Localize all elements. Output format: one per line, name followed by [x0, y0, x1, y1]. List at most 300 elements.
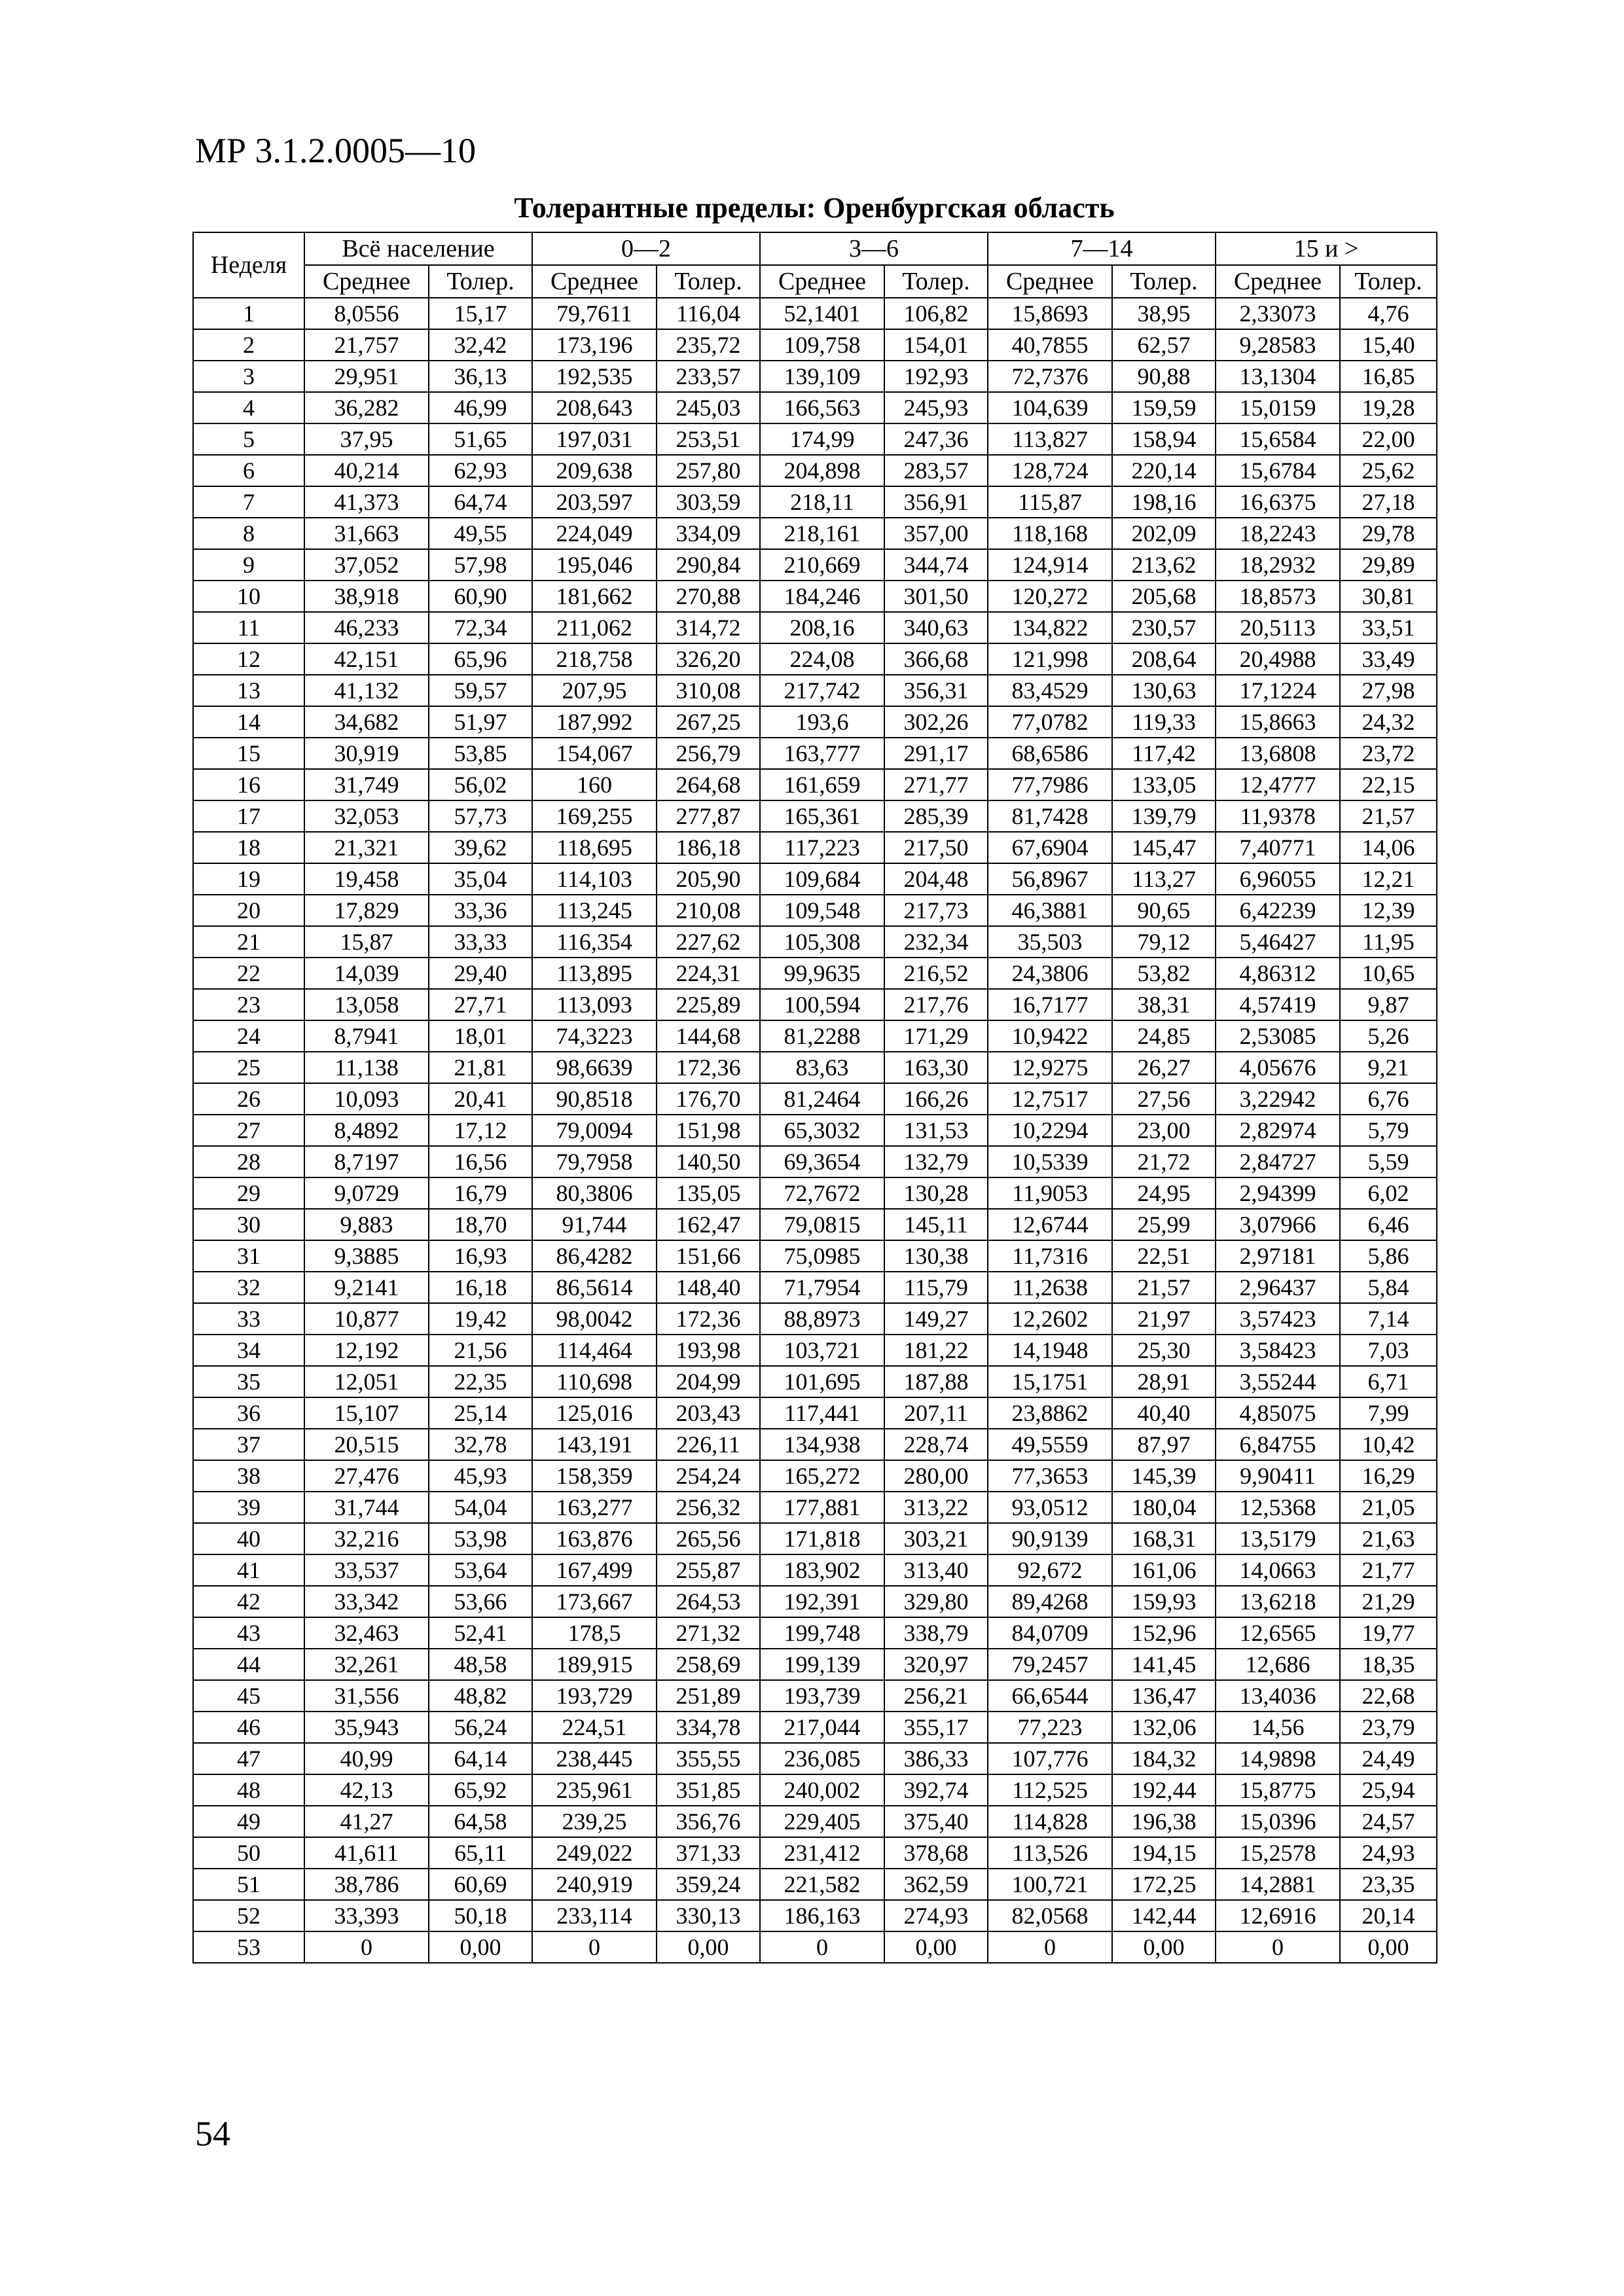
cell-age-15-plus-tol: 5,26 — [1340, 1020, 1437, 1052]
cell-age-7-14-mean: 12,7517 — [988, 1083, 1112, 1115]
cell-all-tol: 64,74 — [429, 486, 532, 518]
cell-week: 14 — [193, 706, 304, 738]
cell-age-7-14-mean: 72,7376 — [988, 361, 1112, 392]
cell-age-3-6-mean: 193,739 — [760, 1680, 884, 1712]
cell-age-0-2-mean: 178,5 — [532, 1617, 657, 1649]
cell-age-0-2-mean: 224,51 — [532, 1712, 657, 1743]
cell-age-15-plus-tol: 11,95 — [1340, 926, 1437, 958]
cell-age-0-2-tol: 193,98 — [657, 1335, 760, 1366]
cell-age-7-14-tol: 22,51 — [1112, 1240, 1216, 1272]
cell-age-15-plus-tol: 5,59 — [1340, 1146, 1437, 1177]
cell-age-3-6-tol: 392,74 — [884, 1774, 988, 1806]
cell-age-0-2-tol: 135,05 — [657, 1177, 760, 1209]
cell-age-15-plus-mean: 15,8663 — [1216, 706, 1340, 738]
cell-age-3-6-tol: 283,57 — [884, 455, 988, 486]
cell-all-mean: 30,919 — [304, 738, 429, 769]
cell-age-15-plus-tol: 16,29 — [1340, 1460, 1437, 1492]
cell-age-3-6-mean: 171,818 — [760, 1523, 884, 1554]
cell-week: 20 — [193, 895, 304, 926]
cell-age-0-2-tol: 140,50 — [657, 1146, 760, 1177]
cell-age-15-plus-mean: 4,85075 — [1216, 1397, 1340, 1429]
cell-age-0-2-mean: 79,7611 — [532, 298, 657, 329]
cell-age-3-6-mean: 71,7954 — [760, 1272, 884, 1303]
cell-all-tol: 54,04 — [429, 1492, 532, 1523]
cell-all-mean: 10,877 — [304, 1303, 429, 1335]
cell-week: 24 — [193, 1020, 304, 1052]
cell-age-3-6-tol: 115,79 — [884, 1272, 988, 1303]
cell-age-3-6-mean: 83,63 — [760, 1052, 884, 1083]
cell-age-7-14-tol: 145,39 — [1112, 1460, 1216, 1492]
cell-age-3-6-tol: 357,00 — [884, 518, 988, 549]
cell-age-7-14-tol: 25,99 — [1112, 1209, 1216, 1240]
table-row — [193, 1680, 1437, 1712]
cell-all-mean: 21,757 — [304, 329, 429, 361]
cell-age-0-2-tol: 334,09 — [657, 518, 760, 549]
cell-age-7-14-tol: 136,47 — [1112, 1680, 1216, 1712]
cell-age-3-6-mean: 217,044 — [760, 1712, 884, 1743]
cell-all-mean: 21,321 — [304, 832, 429, 863]
cell-all-tol: 64,58 — [429, 1806, 532, 1837]
cell-week: 1 — [193, 298, 304, 329]
cell-age-3-6-tol: 256,21 — [884, 1680, 988, 1712]
cell-age-0-2-mean: 249,022 — [532, 1837, 657, 1869]
cell-week: 26 — [193, 1083, 304, 1115]
cell-age-0-2-mean: 209,638 — [532, 455, 657, 486]
cell-age-0-2-tol: 172,36 — [657, 1052, 760, 1083]
cell-age-15-plus-tol: 21,05 — [1340, 1492, 1437, 1523]
cell-age-7-14-tol: 0,00 — [1112, 1931, 1216, 1963]
cell-week: 27 — [193, 1115, 304, 1146]
cell-age-3-6-mean: 193,6 — [760, 706, 884, 738]
table-row — [193, 518, 1437, 549]
cell-all-tol: 65,96 — [429, 643, 532, 675]
cell-all-tol: 0,00 — [429, 1931, 532, 1963]
group-header-all: Всё население — [304, 232, 532, 265]
cell-age-3-6-tol: 245,93 — [884, 392, 988, 423]
table-row — [193, 1083, 1437, 1115]
cell-all-tol: 53,98 — [429, 1523, 532, 1554]
cell-age-7-14-mean: 115,87 — [988, 486, 1112, 518]
cell-age-15-plus-mean: 18,2932 — [1216, 549, 1340, 581]
cell-age-0-2-mean: 113,245 — [532, 895, 657, 926]
cell-age-15-plus-mean: 15,0396 — [1216, 1806, 1340, 1837]
cell-age-0-2-mean: 114,103 — [532, 863, 657, 895]
cell-week: 40 — [193, 1523, 304, 1554]
cell-age-3-6-tol: 344,74 — [884, 549, 988, 581]
cell-age-0-2-mean: 79,0094 — [532, 1115, 657, 1146]
cell-all-mean: 20,515 — [304, 1429, 429, 1460]
cell-age-0-2-mean: 113,093 — [532, 989, 657, 1020]
cell-all-tol: 65,11 — [429, 1837, 532, 1869]
table-row — [193, 926, 1437, 958]
table-row — [193, 769, 1437, 800]
table-row — [193, 392, 1437, 423]
cell-age-7-14-mean: 118,168 — [988, 518, 1112, 549]
cell-age-15-plus-mean: 3,22942 — [1216, 1083, 1340, 1115]
cell-age-15-plus-mean: 15,2578 — [1216, 1837, 1340, 1869]
cell-age-0-2-mean: 163,876 — [532, 1523, 657, 1554]
cell-age-0-2-mean: 195,046 — [532, 549, 657, 581]
table-row — [193, 958, 1437, 989]
cell-age-0-2-tol: 267,25 — [657, 706, 760, 738]
table-row — [193, 1931, 1437, 1963]
cell-all-tol: 49,55 — [429, 518, 532, 549]
cell-all-mean: 33,537 — [304, 1554, 429, 1586]
cell-age-0-2-mean: 110,698 — [532, 1366, 657, 1397]
table-row — [193, 1209, 1437, 1240]
cell-age-15-plus-tol: 6,76 — [1340, 1083, 1437, 1115]
document-code: МР 3.1.2.0005—10 — [195, 131, 477, 170]
cell-all-mean: 8,4892 — [304, 1115, 429, 1146]
cell-age-15-plus-mean: 4,86312 — [1216, 958, 1340, 989]
cell-age-0-2-tol: 310,08 — [657, 675, 760, 706]
cell-age-0-2-mean: 181,662 — [532, 581, 657, 612]
cell-age-3-6-mean: 236,085 — [760, 1743, 884, 1774]
cell-age-7-14-tol: 38,31 — [1112, 989, 1216, 1020]
cell-age-3-6-mean: 109,684 — [760, 863, 884, 895]
cell-age-0-2-tol: 265,56 — [657, 1523, 760, 1554]
cell-age-15-plus-mean: 20,5113 — [1216, 612, 1340, 643]
cell-age-15-plus-mean: 15,0159 — [1216, 392, 1340, 423]
cell-age-15-plus-mean: 13,5179 — [1216, 1523, 1340, 1554]
cell-age-0-2-tol: 271,32 — [657, 1617, 760, 1649]
cell-age-7-14-tol: 21,97 — [1112, 1303, 1216, 1335]
cell-age-0-2-tol: 204,99 — [657, 1366, 760, 1397]
cell-age-15-plus-mean: 6,96055 — [1216, 863, 1340, 895]
cell-week: 7 — [193, 486, 304, 518]
table-row — [193, 423, 1437, 455]
cell-age-0-2-tol: 264,68 — [657, 769, 760, 800]
cell-all-mean: 8,7197 — [304, 1146, 429, 1177]
cell-age-3-6-tol: 375,40 — [884, 1806, 988, 1837]
cell-age-15-plus-mean: 2,84727 — [1216, 1146, 1340, 1177]
cell-age-15-plus-tol: 27,98 — [1340, 675, 1437, 706]
cell-age-15-plus-tol: 5,79 — [1340, 1115, 1437, 1146]
cell-week: 41 — [193, 1554, 304, 1586]
cell-age-3-6-mean: 165,272 — [760, 1460, 884, 1492]
cell-age-3-6-mean: 165,361 — [760, 800, 884, 832]
cell-age-15-plus-mean: 12,6916 — [1216, 1900, 1340, 1931]
cell-age-0-2-mean: 163,277 — [532, 1492, 657, 1523]
cell-week: 33 — [193, 1303, 304, 1335]
cell-week: 3 — [193, 361, 304, 392]
cell-age-7-14-mean: 24,3806 — [988, 958, 1112, 989]
cell-all-tol: 32,42 — [429, 329, 532, 361]
cell-all-tol: 29,40 — [429, 958, 532, 989]
cell-age-7-14-mean: 15,8693 — [988, 298, 1112, 329]
cell-all-mean: 12,051 — [304, 1366, 429, 1397]
cell-all-tol: 35,04 — [429, 863, 532, 895]
cell-age-15-plus-tol: 19,28 — [1340, 392, 1437, 423]
cell-week: 13 — [193, 675, 304, 706]
cell-age-15-plus-mean: 2,33073 — [1216, 298, 1340, 329]
table-row — [193, 895, 1437, 926]
cell-age-3-6-mean: 229,405 — [760, 1806, 884, 1837]
cell-age-0-2-mean: 143,191 — [532, 1429, 657, 1460]
cell-age-15-plus-tol: 21,63 — [1340, 1523, 1437, 1554]
cell-age-3-6-tol: 187,88 — [884, 1366, 988, 1397]
subheader-mean: Среднее — [304, 265, 429, 298]
table-row — [193, 1617, 1437, 1649]
cell-age-7-14-mean: 11,9053 — [988, 1177, 1112, 1209]
cell-all-tol: 21,81 — [429, 1052, 532, 1083]
cell-age-7-14-mean: 35,503 — [988, 926, 1112, 958]
cell-age-15-plus-tol: 24,49 — [1340, 1743, 1437, 1774]
cell-age-7-14-mean: 10,5339 — [988, 1146, 1112, 1177]
cell-age-7-14-tol: 21,57 — [1112, 1272, 1216, 1303]
cell-age-3-6-tol: 274,93 — [884, 1900, 988, 1931]
cell-age-0-2-tol: 256,79 — [657, 738, 760, 769]
cell-age-7-14-mean: 11,2638 — [988, 1272, 1112, 1303]
cell-age-7-14-mean: 77,7986 — [988, 769, 1112, 800]
cell-all-tol: 39,62 — [429, 832, 532, 863]
cell-age-0-2-mean: 158,359 — [532, 1460, 657, 1492]
cell-age-3-6-mean: 105,308 — [760, 926, 884, 958]
cell-age-15-plus-tol: 23,72 — [1340, 738, 1437, 769]
cell-age-7-14-tol: 117,42 — [1112, 738, 1216, 769]
cell-all-tol: 64,14 — [429, 1743, 532, 1774]
cell-age-15-plus-mean: 13,6218 — [1216, 1586, 1340, 1617]
cell-all-mean: 11,138 — [304, 1052, 429, 1083]
cell-age-15-plus-mean: 2,96437 — [1216, 1272, 1340, 1303]
cell-all-tol: 52,41 — [429, 1617, 532, 1649]
cell-age-3-6-tol: 356,91 — [884, 486, 988, 518]
table-row — [193, 486, 1437, 518]
cell-age-3-6-tol: 362,59 — [884, 1869, 988, 1900]
cell-week: 5 — [193, 423, 304, 455]
cell-age-3-6-mean: 210,669 — [760, 549, 884, 581]
cell-age-7-14-mean: 121,998 — [988, 643, 1112, 675]
cell-age-7-14-tol: 25,30 — [1112, 1335, 1216, 1366]
cell-age-7-14-mean: 15,1751 — [988, 1366, 1112, 1397]
cell-age-0-2-tol: 356,76 — [657, 1806, 760, 1837]
table-row — [193, 1743, 1437, 1774]
cell-all-mean: 12,192 — [304, 1335, 429, 1366]
cell-age-15-plus-tol: 21,29 — [1340, 1586, 1437, 1617]
table-row — [193, 1712, 1437, 1743]
cell-all-mean: 34,682 — [304, 706, 429, 738]
cell-age-15-plus-mean: 5,46427 — [1216, 926, 1340, 958]
cell-age-7-14-mean: 89,4268 — [988, 1586, 1112, 1617]
cell-week: 17 — [193, 800, 304, 832]
cell-all-mean: 14,039 — [304, 958, 429, 989]
cell-week: 42 — [193, 1586, 304, 1617]
cell-all-mean: 41,132 — [304, 675, 429, 706]
cell-age-15-plus-mean: 0 — [1216, 1931, 1340, 1963]
table-row — [193, 1397, 1437, 1429]
cell-age-3-6-mean: 117,441 — [760, 1397, 884, 1429]
cell-age-7-14-mean: 12,9275 — [988, 1052, 1112, 1083]
cell-age-15-plus-mean: 12,5368 — [1216, 1492, 1340, 1523]
cell-age-15-plus-tol: 10,42 — [1340, 1429, 1437, 1460]
table-row — [193, 675, 1437, 706]
cell-age-3-6-mean: 99,9635 — [760, 958, 884, 989]
cell-age-7-14-mean: 113,827 — [988, 423, 1112, 455]
cell-age-0-2-tol: 255,87 — [657, 1554, 760, 1586]
cell-age-3-6-tol: 366,68 — [884, 643, 988, 675]
cell-age-0-2-mean: 192,535 — [532, 361, 657, 392]
table-row — [193, 1303, 1437, 1335]
table-row — [193, 455, 1437, 486]
cell-age-3-6-mean: 183,902 — [760, 1554, 884, 1586]
table-row — [193, 832, 1437, 863]
cell-all-tol: 60,90 — [429, 581, 532, 612]
cell-age-0-2-tol: 371,33 — [657, 1837, 760, 1869]
cell-age-0-2-mean: 113,895 — [532, 958, 657, 989]
cell-age-3-6-tol: 247,36 — [884, 423, 988, 455]
cell-age-0-2-mean: 203,597 — [532, 486, 657, 518]
cell-age-7-14-tol: 184,32 — [1112, 1743, 1216, 1774]
cell-age-0-2-tol: 254,24 — [657, 1460, 760, 1492]
cell-week: 2 — [193, 329, 304, 361]
cell-age-3-6-mean: 52,1401 — [760, 298, 884, 329]
cell-week: 34 — [193, 1335, 304, 1366]
cell-age-3-6-mean: 177,881 — [760, 1492, 884, 1523]
cell-age-7-14-tol: 40,40 — [1112, 1397, 1216, 1429]
cell-age-7-14-mean: 23,8862 — [988, 1397, 1112, 1429]
cell-age-0-2-tol: 224,31 — [657, 958, 760, 989]
cell-age-15-plus-tol: 10,65 — [1340, 958, 1437, 989]
group-header-0-2: 0—2 — [532, 232, 760, 265]
cell-week: 4 — [193, 392, 304, 423]
cell-age-0-2-mean: 98,0042 — [532, 1303, 657, 1335]
cell-age-15-plus-mean: 11,9378 — [1216, 800, 1340, 832]
cell-age-7-14-tol: 133,05 — [1112, 769, 1216, 800]
cell-age-0-2-mean: 208,643 — [532, 392, 657, 423]
cell-age-7-14-tol: 132,06 — [1112, 1712, 1216, 1743]
cell-age-3-6-tol: 313,40 — [884, 1554, 988, 1586]
cell-week: 46 — [193, 1712, 304, 1743]
cell-all-tol: 33,36 — [429, 895, 532, 926]
cell-week: 43 — [193, 1617, 304, 1649]
cell-age-0-2-tol: 251,89 — [657, 1680, 760, 1712]
cell-week: 16 — [193, 769, 304, 800]
cell-age-7-14-mean: 82,0568 — [988, 1900, 1112, 1931]
cell-age-0-2-mean: 233,114 — [532, 1900, 657, 1931]
cell-age-7-14-mean: 107,776 — [988, 1743, 1112, 1774]
cell-age-3-6-mean: 204,898 — [760, 455, 884, 486]
cell-age-7-14-mean: 66,6544 — [988, 1680, 1112, 1712]
cell-age-3-6-mean: 0 — [760, 1931, 884, 1963]
cell-age-7-14-tol: 208,64 — [1112, 643, 1216, 675]
cell-week: 19 — [193, 863, 304, 895]
cell-age-3-6-tol: 204,48 — [884, 863, 988, 895]
cell-age-3-6-tol: 217,50 — [884, 832, 988, 863]
table-row — [193, 1649, 1437, 1680]
cell-all-tol: 56,24 — [429, 1712, 532, 1743]
cell-age-3-6-tol: 271,77 — [884, 769, 988, 800]
cell-age-0-2-tol: 0,00 — [657, 1931, 760, 1963]
cell-age-7-14-mean: 114,828 — [988, 1806, 1112, 1837]
cell-age-3-6-tol: 145,11 — [884, 1209, 988, 1240]
cell-all-tol: 15,17 — [429, 298, 532, 329]
cell-age-7-14-mean: 93,0512 — [988, 1492, 1112, 1523]
cell-age-3-6-mean: 208,16 — [760, 612, 884, 643]
cell-age-3-6-mean: 218,11 — [760, 486, 884, 518]
cell-week: 28 — [193, 1146, 304, 1177]
cell-age-7-14-mean: 104,639 — [988, 392, 1112, 423]
cell-age-7-14-tol: 180,04 — [1112, 1492, 1216, 1523]
cell-age-0-2-tol: 355,55 — [657, 1743, 760, 1774]
cell-age-7-14-mean: 68,6586 — [988, 738, 1112, 769]
cell-all-mean: 32,216 — [304, 1523, 429, 1554]
cell-age-7-14-tol: 202,09 — [1112, 518, 1216, 549]
table-row — [193, 863, 1437, 895]
cell-all-tol: 51,65 — [429, 423, 532, 455]
cell-age-3-6-mean: 88,8973 — [760, 1303, 884, 1335]
cell-age-7-14-tol: 113,27 — [1112, 863, 1216, 895]
cell-all-mean: 32,463 — [304, 1617, 429, 1649]
cell-age-15-plus-mean: 20,4988 — [1216, 643, 1340, 675]
cell-age-0-2-mean: 238,445 — [532, 1743, 657, 1774]
cell-age-3-6-mean: 117,223 — [760, 832, 884, 863]
cell-all-mean: 8,0556 — [304, 298, 429, 329]
cell-age-7-14-tol: 90,65 — [1112, 895, 1216, 926]
cell-age-7-14-tol: 23,00 — [1112, 1115, 1216, 1146]
cell-age-7-14-tol: 24,85 — [1112, 1020, 1216, 1052]
cell-age-7-14-tol: 220,14 — [1112, 455, 1216, 486]
cell-week: 30 — [193, 1209, 304, 1240]
cell-age-3-6-tol: 216,52 — [884, 958, 988, 989]
cell-age-3-6-mean: 221,582 — [760, 1869, 884, 1900]
cell-all-mean: 9,883 — [304, 1209, 429, 1240]
cell-age-7-14-tol: 28,91 — [1112, 1366, 1216, 1397]
cell-age-15-plus-mean: 2,94399 — [1216, 1177, 1340, 1209]
cell-age-0-2-tol: 227,62 — [657, 926, 760, 958]
cell-all-mean: 31,749 — [304, 769, 429, 800]
table-row — [193, 1146, 1437, 1177]
subheader-mean: Среднее — [1216, 265, 1340, 298]
cell-age-7-14-mean: 100,721 — [988, 1869, 1112, 1900]
cell-all-mean: 0 — [304, 1931, 429, 1963]
cell-age-7-14-tol: 62,57 — [1112, 329, 1216, 361]
cell-week: 51 — [193, 1869, 304, 1900]
cell-week: 52 — [193, 1900, 304, 1931]
cell-week: 12 — [193, 643, 304, 675]
cell-age-15-plus-mean: 14,2881 — [1216, 1869, 1340, 1900]
cell-age-0-2-tol: 256,32 — [657, 1492, 760, 1523]
table-row — [193, 1052, 1437, 1083]
cell-age-15-plus-tol: 21,57 — [1340, 800, 1437, 832]
cell-age-0-2-mean: 98,6639 — [532, 1052, 657, 1083]
cell-age-15-plus-mean: 4,05676 — [1216, 1052, 1340, 1083]
table-row — [193, 1869, 1437, 1900]
cell-age-3-6-tol: 132,79 — [884, 1146, 988, 1177]
cell-age-0-2-tol: 359,24 — [657, 1869, 760, 1900]
cell-age-3-6-tol: 340,63 — [884, 612, 988, 643]
cell-all-tol: 20,41 — [429, 1083, 532, 1115]
table-row — [193, 1586, 1437, 1617]
cell-age-0-2-mean: 74,3223 — [532, 1020, 657, 1052]
cell-age-15-plus-tol: 22,68 — [1340, 1680, 1437, 1712]
cell-age-3-6-mean: 240,002 — [760, 1774, 884, 1806]
cell-age-15-plus-tol: 14,06 — [1340, 832, 1437, 863]
cell-age-3-6-mean: 65,3032 — [760, 1115, 884, 1146]
cell-age-3-6-tol: 285,39 — [884, 800, 988, 832]
cell-week: 15 — [193, 738, 304, 769]
cell-age-3-6-mean: 75,0985 — [760, 1240, 884, 1272]
cell-age-7-14-tol: 230,57 — [1112, 612, 1216, 643]
cell-age-7-14-tol: 161,06 — [1112, 1554, 1216, 1586]
cell-age-7-14-mean: 40,7855 — [988, 329, 1112, 361]
cell-age-3-6-tol: 355,17 — [884, 1712, 988, 1743]
cell-age-3-6-tol: 228,74 — [884, 1429, 988, 1460]
table-row — [193, 1900, 1437, 1931]
cell-all-mean: 15,87 — [304, 926, 429, 958]
cell-age-15-plus-tol: 12,39 — [1340, 895, 1437, 926]
cell-age-3-6-tol: 131,53 — [884, 1115, 988, 1146]
cell-age-0-2-mean: 116,354 — [532, 926, 657, 958]
